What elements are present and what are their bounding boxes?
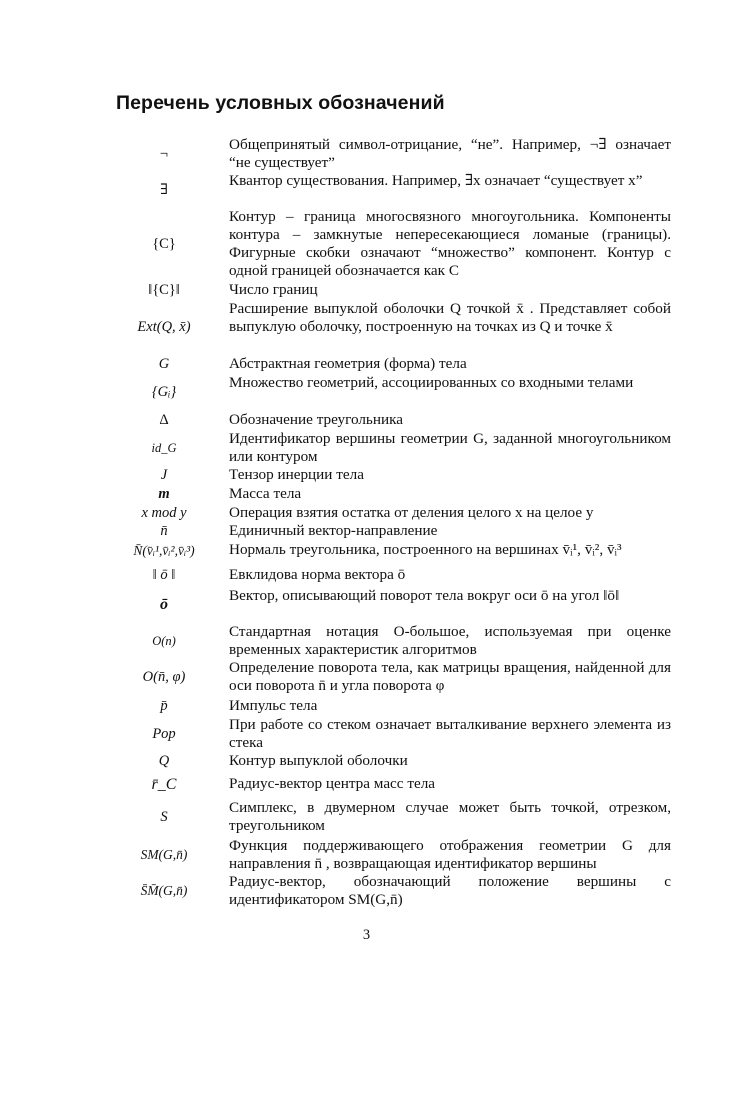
entry-symbol: p̄ [160,698,168,714]
list-item [0,466,733,484]
list-item [0,430,733,466]
entry-description: Функция поддерживающего отображения геометрии G для направления n̄ , возвращающая идентификатор вершины [229,837,671,872]
entry-symbol: x mod y [141,505,187,521]
entry-symbol: Ext(Q, x̄) [137,319,191,335]
entry-description: Евклидова норма вектора ō [229,566,406,583]
list-item [0,697,733,715]
entry-description: Число границ [229,281,318,298]
list-item [0,716,733,752]
entry-symbol: ‖{C}‖ [148,282,180,298]
entry-symbol: id_G [151,441,177,455]
list-item [0,541,733,561]
entry-symbol: ‖ ō ‖ [152,567,176,583]
entry-symbol: ¬ [159,146,169,162]
entry-description: Расширение выпуклой оболочки Q точкой x̄ . Представляет собой выпуклую оболочку, построенную на точках из Q и точке x̄ [229,300,671,335]
entry-description: Симплекс, в двумерном случае может быть точкой, отрезком, треугольником [229,799,671,834]
entry-description: Радиус-вектор, обозначающий положение вершины с идентификатором SM(G,n̄) [229,873,671,908]
list-item [0,355,733,373]
list-item [0,522,733,540]
list-item [0,623,733,659]
entry-symbol: ∃ [160,182,168,198]
entry-description: Тензор инерции тела [229,466,364,483]
entry-symbol: Q [158,753,170,769]
entry-symbol: {C} [152,236,176,252]
list-item [0,136,733,172]
entry-description: Контур выпуклой оболочки [229,752,408,769]
entry-description: Нормаль треугольника, построенного на вершинах v̄ᵢ¹, v̄ᵢ², v̄ᵢ³ [229,541,622,558]
entry-description: Множество геометрий, ассоциированных со входными телами [229,374,634,391]
entry-description: Импульс тела [229,697,318,714]
entry-symbol: n̄ [160,523,168,539]
list-item [0,485,733,503]
entry-symbol: ō [160,596,168,613]
entry-description: Радиус-вектор центра масс тела [229,775,436,792]
entry-description: Контур – граница многосвязного многоугольника. Компоненты контура – замкнутые непересекающиеся ломаные (границы). Фигурные скобки означают “множество” компонент. Контур с одной границей обозначается как C [229,208,671,279]
list-item [0,374,733,410]
entry-description: Обозначение треугольника [229,411,403,428]
entry-symbol: J [160,467,168,483]
list-item [0,837,733,873]
list-item [0,659,733,695]
entry-symbol: Δ [159,412,169,428]
entry-symbol: m [158,486,170,502]
list-item [0,504,733,522]
entry-description: Общепринятый символ-отрицание, “не”. Например, ¬∃ означает “не существует” [229,136,671,171]
entry-description: Идентификатор вершины геометрии G, заданной многоугольником или контуром [229,430,671,465]
list-item [0,873,733,909]
entry-symbol: O(n̄, φ) [142,669,186,685]
entry-symbol: SM(G,n̄) [140,847,188,862]
entry-description: Единичный вектор-направление [229,522,438,539]
entry-description: Определение поворота тела, как матрицы вращения, найденной для оси поворота n̄ и угла поворота φ [229,659,671,694]
entry-symbol: S [160,809,168,825]
entry-symbol: G [158,356,170,372]
page-number: 3 [362,927,371,943]
entry-description: Вектор, описывающий поворот тела вокруг оси ō на угол ‖ō‖ [229,587,620,604]
list-item [0,281,733,299]
entry-description: Масса тела [229,485,302,502]
entry-symbol: S̄M̄(G,n̄) [140,883,188,898]
page-title: Перечень условных обозначений [116,92,445,114]
list-item [0,172,733,208]
entry-description: Абстрактная геометрия (форма) тела [229,355,467,372]
entry-description: Квантор существования. Например, ∃x означает “существует x” [229,172,643,189]
list-item [0,411,733,429]
list-item [0,208,733,280]
list-item [0,752,733,770]
entry-description: Стандартная нотация O-большое, используемая при оценке временных характеристик алгоритмов [229,623,671,658]
list-item [0,587,733,623]
list-item [0,566,733,584]
list-item [0,300,733,354]
entry-description: При работе со стеком означает выталкивание верхнего элемента из стека [229,716,671,751]
list-item [0,775,733,795]
entry-description: Операция взятия остатка от деления целого x на целое y [229,504,594,521]
list-item [0,799,733,835]
entry-symbol: r̄_C [151,776,177,793]
entry-symbol: N̄(v̄ᵢ¹,v̄ᵢ²,v̄ᵢ³) [133,543,195,558]
entry-symbol: Pop [152,726,176,742]
entry-symbol: O(n) [152,634,176,648]
entry-symbol: {Gᵢ} [151,384,177,400]
